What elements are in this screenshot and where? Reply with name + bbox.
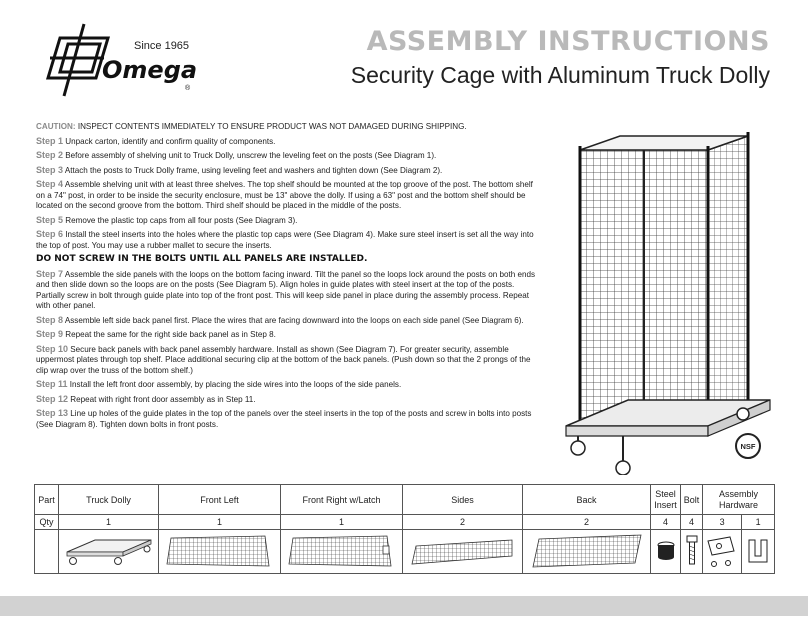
step-text: Install the steel inserts into the holes where the plastic top caps were (See Diagram 4). Make sure steel insert is set all the way into the top of post. You may use a rubber mallet to secure the inserts.	[36, 230, 534, 250]
page-subtitle: Security Cage with Aluminum Truck Dolly	[350, 62, 770, 88]
step-label: Step 2	[36, 150, 64, 160]
step-text: Remove the plastic top caps from all four posts (See Diagram 3).	[65, 215, 298, 225]
step-label: Step 6	[36, 229, 64, 239]
step-text: Line up holes of the guide plates in the top of the panels over the steel inserts in the top of the posts and screw in bolts into posts (See Diagram 8). Tighten down bolts in front posts.	[36, 409, 532, 429]
step-8	[36, 315, 538, 327]
col-front-right: Front Right w/Latch	[281, 485, 403, 515]
step-label: Step 1	[36, 135, 64, 146]
securing-clip-image	[742, 530, 775, 574]
step-6	[36, 229, 538, 251]
front-left-panel-image	[159, 530, 281, 574]
footer-bar	[0, 596, 808, 616]
step-10	[36, 344, 538, 377]
since-label: Since 1965	[134, 40, 190, 52]
step-2	[36, 150, 538, 162]
step-9	[36, 329, 538, 341]
qty-cell: 4	[681, 515, 703, 530]
steel-insert-image	[651, 530, 681, 574]
qty-cell: 1	[59, 515, 159, 530]
step-label: Step 13	[36, 408, 69, 418]
step-text: Secure back panels with back panel assembly hardware. Install as shown (See Diagram 7). For greater security, assemble uppermost plates through top shelf. Place additional securing clip at the bottom of the back panels. (Push down so that the 2 prongs of the clip wrap over the truss of the bottom shelf.)	[36, 344, 531, 375]
step-label: Step 10	[36, 343, 69, 354]
qty-cell: 4	[651, 515, 681, 530]
parts-table	[34, 484, 775, 574]
col-steel-insert: Steel Insert	[651, 485, 681, 515]
step-label: Step 5	[36, 214, 64, 225]
step-4	[36, 179, 538, 212]
caution-text: INSPECT CONTENTS IMMEDIATELY TO ENSURE PRODUCT WAS NOT DAMAGED DURING SHIPPING.	[77, 122, 467, 131]
col-assembly-hardware: Assembly Hardware	[703, 485, 775, 515]
caution-line	[36, 122, 538, 133]
step-5	[36, 215, 538, 227]
step-text: Install the left front door assembly, by placing the side wires into the loops of the side panels.	[69, 380, 402, 389]
step-label: Step 9	[36, 329, 64, 339]
step-label: Step 8	[36, 314, 64, 325]
step-12	[36, 394, 538, 406]
step-text: Assemble shelving unit with at least three shelves. The top shelf should be mounted at the top groove of the post. The bottom shelf on a 74" post, in order to be inside the security enclosure, must be 13" above the dolly. If using a 63" post and the bottom shelf should be located on the second groove from the bottom. Third shelf should be placed in the middle of the posts.	[36, 180, 533, 210]
col-sides: Sides	[403, 485, 523, 515]
step-text: Assemble left side back panel first. Place the wires that are facing downward into the loops on each side panel (See Diagram 6).	[64, 315, 524, 325]
parts-header-row	[35, 485, 775, 515]
step-3	[36, 165, 538, 177]
qty-cell: 2	[523, 515, 651, 530]
front-right-panel-image	[281, 530, 403, 574]
qty-row	[35, 515, 775, 530]
image-row-label	[35, 530, 59, 574]
step-7	[36, 269, 538, 312]
qty-cell: 1	[742, 515, 775, 530]
step-text: Before assembly of shelving unit to Truck Dolly, unscrew the leveling feet on the posts (See Diagram 1).	[65, 151, 437, 160]
col-bolt: Bolt	[681, 485, 703, 515]
step-text: Attach the posts to Truck Dolly frame, using leveling feet and washers and tighten down (See Diagram 2).	[64, 165, 443, 175]
instructions	[36, 122, 538, 433]
step-label: Step 4	[36, 179, 64, 189]
brand-name: Omega	[102, 56, 198, 84]
qty-cell: 1	[281, 515, 403, 530]
step-text: Assemble the side panels with the loops on the bottom facing inward. Tilt the panel so the loops lock around the posts on both ends and then slide down so the loops are on the posts (See Diagram 5). Align holes in guide plates with steel insert at the top of the posts. Partially screw in bolt through guide plate into top of the front post. This will keep side panel in place during the assembly process. Repeat with other panel.	[36, 269, 536, 310]
nsf-badge: NSF	[735, 433, 761, 459]
step-11	[36, 379, 538, 391]
col-front-left: Front Left	[159, 485, 281, 515]
page-title: ASSEMBLY INSTRUCTIONS	[366, 26, 770, 57]
col-back: Back	[523, 485, 651, 515]
step-text: Repeat the same for the right side back panel as in Step 8.	[65, 330, 276, 339]
step-label: Step 3	[36, 164, 64, 175]
step-1	[36, 136, 538, 148]
security-cage-illustration	[558, 130, 778, 475]
step-text: Unpack carton, identify and confirm quality of components.	[65, 136, 276, 146]
truck-dolly-image	[59, 530, 159, 574]
col-truck-dolly: Truck Dolly	[59, 485, 159, 515]
step-13	[36, 408, 538, 430]
image-row	[35, 530, 775, 574]
bolt-warning: DO NOT SCREW IN THE BOLTS UNTIL ALL PANELS ARE INSTALLED.	[36, 254, 368, 264]
part-row-label: Part	[35, 485, 59, 515]
back-panel-image	[523, 530, 651, 574]
hardware-plate-image	[703, 530, 742, 574]
step-label: Step 11	[36, 379, 68, 389]
svg-text:®: ®	[185, 85, 191, 92]
bolt-image	[681, 530, 703, 574]
step-label: Step 12	[36, 393, 69, 404]
step-label: Step 7	[36, 268, 64, 279]
qty-row-label: Qty	[35, 515, 59, 530]
omega-logo	[30, 20, 200, 100]
qty-cell: 2	[403, 515, 523, 530]
qty-cell: 1	[159, 515, 281, 530]
step-text: Repeat with right front door assembly as in Step 11.	[70, 394, 256, 404]
qty-cell: 3	[703, 515, 742, 530]
caution-label: CAUTION:	[36, 122, 76, 131]
side-panel-image	[403, 530, 523, 574]
